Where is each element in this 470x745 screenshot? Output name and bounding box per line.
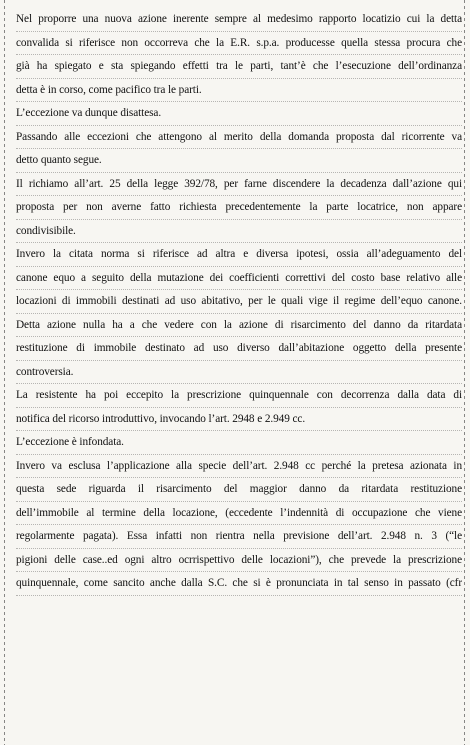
text-line: Invero la citata norma si riferisce ad altra e diversa ipotesi, ossia all’adeguamento del [16,243,462,267]
text-line: restituzione di immobile destinato ad uso diverso dall’abitazione oggetto della presente [16,337,462,361]
text-line: questa sede riguarda il risarcimento del maggior danno da ritardata restituzione [16,478,462,502]
text-line: proposta per non averne fatto richiesta precedentemente la parte locatrice, non appare [16,196,462,220]
text-line: controversia. [16,361,462,385]
text-line: L’eccezione è infondata. [16,431,462,455]
text-line: L’eccezione va dunque disattesa. [16,102,462,126]
text-line: canone equo a seguito della mutazione dei coefficienti correttivi del costo base relativo alle [16,267,462,291]
text-line: condivisibile. [16,220,462,244]
text-line: La resistente ha poi eccepito la prescrizione quinquennale con decorrenza dalla data di [16,384,462,408]
text-line: detta è in corso, come pacifico tra le parti. [16,79,462,103]
left-margin-rule [4,0,5,745]
text-line: Nel proporre una nuova azione inerente sempre al medesimo rapporto locatizio cui la detta [16,8,462,32]
text-line: già ha spiegato e sta spiegando effetti tra le parti, tant’è che l’esecuzione dell’ordinanza [16,55,462,79]
text-line: quinquennale, come sancito anche dalla S.C. che si è pronunciata in tal senso in passato (cfr [16,572,462,596]
text-line: Il richiamo all’art. 25 della legge 392/78, per farne discendere la decadenza dall’azione qui [16,173,462,197]
text-line: Passando alle eccezioni che attengono al merito della domanda proposta dal ricorrente va [16,126,462,150]
text-line: Invero va esclusa l’applicazione alla specie dell’art. 2.948 cc perché la pretesa azionata in [16,455,462,479]
text-line: detto quanto segue. [16,149,462,173]
text-line: dell’immobile al termine della locazione, (eccedente l’indennità di occupazione che viene [16,502,462,526]
text-line: regolarmente pagata). Essa infatti non rientra nella previsione dell’art. 2.948 n. 3 (“le [16,525,462,549]
text-line: pigioni delle case..ed ogni altro ocrrispettivo delle locazioni”), che prevede la prescrizione [16,549,462,573]
document-body [16,8,462,596]
text-line: notifica del ricorso introduttivo, invocando l’art. 2948 e 2.949 cc. [16,408,462,432]
text-line: convalida si riferisce non occorreva che la E.R. s.p.a. producesse quella stessa procura che [16,32,462,56]
text-line: locazioni di immobili destinati ad uso abitativo, per le quali vige il regime dell’equo canone. [16,290,462,314]
right-margin-rule [464,0,465,745]
text-line: Detta azione nulla ha a che vedere con la azione di risarcimento del danno da ritardata [16,314,462,338]
